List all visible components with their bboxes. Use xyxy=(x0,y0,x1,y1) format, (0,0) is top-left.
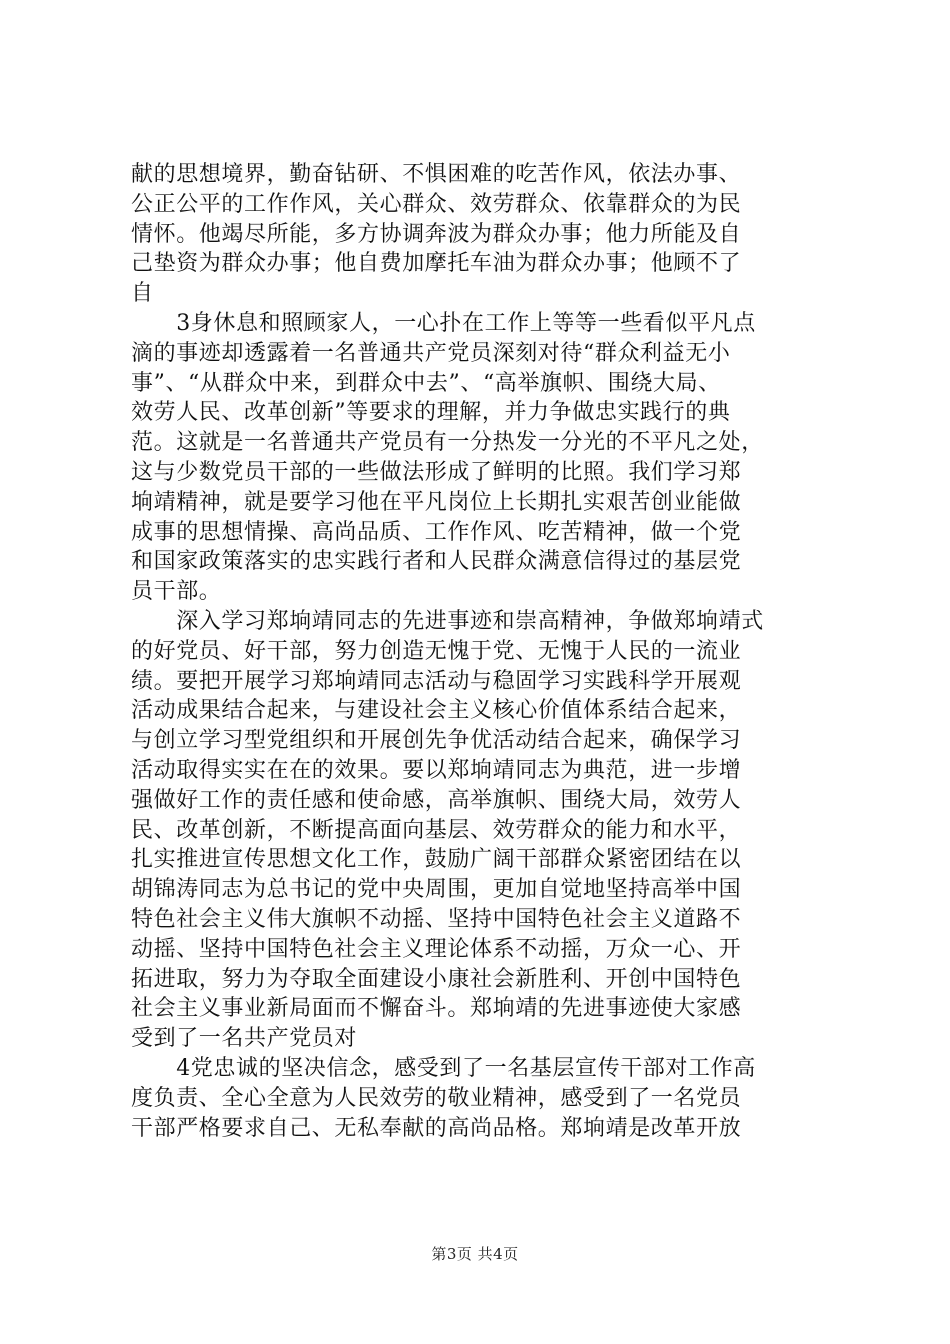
text-line: 滴的事迹却透露着一名普通共产党员深刻对待“群众利益无小 xyxy=(131,340,731,366)
text-line: 拓进取，努力为夺取全面建设小康社会新胜利、开创中国特色 xyxy=(131,966,742,992)
text-line: 情怀。他竭尽所能，多方协调奔波为群众办事；他力所能及自 xyxy=(131,221,742,247)
text-line: 活动成果结合起来，与建设社会主义核心价值体系结合起来， xyxy=(131,698,742,724)
text-line: 己垫资为群众办事；他自费加摩托车油为群众办事；他顾不了 xyxy=(131,251,742,277)
text-line: 和国家政策落实的忠实践行者和人民群众满意信得过的基层党 xyxy=(131,549,742,575)
text-line: 度负责、全心全意为人民效劳的敬业精神，感受到了一名党员 xyxy=(131,1085,742,1111)
text-line: 事”、“从群众中来，到群众中去”、“高举旗帜、围绕大局、 xyxy=(131,370,721,396)
text-line: 范。这就是一名普通共产党员有一分热发一分光的不平凡之处， xyxy=(131,430,764,456)
page-number-footer: 第3页 共4页 xyxy=(431,1245,519,1263)
text-line: 与创立学习型党组织和开展创先争优活动结合起来，确保学习 xyxy=(131,728,742,754)
text-line: 扎实推进宣传思想文化工作，鼓励广阔干部群众紧密团结在以 xyxy=(131,847,742,873)
text-line: 3身休息和照顾家人，一心扑在工作上等等一些看似平凡点 xyxy=(131,310,756,336)
text-line: 绩。要把开展学习郑垧靖同志活动与稳固学习实践科学开展观 xyxy=(131,668,742,694)
text-line: 献的思想境界，勤奋钻研、不惧困难的吃苦作风，依法办事、 xyxy=(131,162,742,187)
text-line: 效劳人民、改革创新”等要求的理解，并力争做忠实践行的典 xyxy=(131,400,731,426)
text-line: 活动取得实实在在的效果。要以郑垧靖同志为典范，进一步增 xyxy=(131,757,742,783)
text-line: 员干部。 xyxy=(131,579,222,605)
text-line: 干部严格要求自己、无私奉献的高尚品格。郑垧靖是改革开放 xyxy=(131,1115,742,1141)
text-line: 垧靖精神，就是要学习他在平凡岗位上长期扎实艰苦创业能做 xyxy=(131,489,742,515)
text-line: 动摇、坚持中国特色社会主义理论体系不动摇，万众一心、开 xyxy=(131,936,742,962)
text-line: 受到了一名共产党员对 xyxy=(131,1026,358,1052)
text-line: 胡锦涛同志为总书记的党中央周围，更加自觉地坚持高举中国 xyxy=(131,877,742,903)
text-line: 强做好工作的责任感和使命感，高举旗帜、围绕大局，效劳人 xyxy=(131,787,742,813)
document-body xyxy=(131,160,831,1143)
text-line: 深入学习郑垧靖同志的先进事迹和崇高精神，争做郑垧靖式 xyxy=(131,608,764,634)
text-line: 这与少数党员干部的一些做法形成了鲜明的比照。我们学习郑 xyxy=(131,459,742,485)
text-line: 的好党员、好干部，努力创造无愧于党、无愧于人民的一流业 xyxy=(131,638,742,664)
text-line: 成事的思想情操、高尚品质、工作作风、吃苦精神，做一个党 xyxy=(131,519,742,545)
text-line: 自 xyxy=(131,281,154,307)
text-line: 特色社会主义伟大旗帜不动摇、坚持中国特色社会主义道路不 xyxy=(131,906,742,932)
text-line: 4党忠诚的坚决信念，感受到了一名基层宣传干部对工作高 xyxy=(131,1055,756,1081)
text-line: 社会主义事业新局面而不懈奋斗。郑垧靖的先进事迹使大家感 xyxy=(131,996,742,1022)
text-line: 公正公平的工作作风，关心群众、效劳群众、依靠群众的为民 xyxy=(131,191,742,217)
text-line: 民、改革创新，不断提高面向基层、效劳群众的能力和水平， xyxy=(131,817,742,843)
